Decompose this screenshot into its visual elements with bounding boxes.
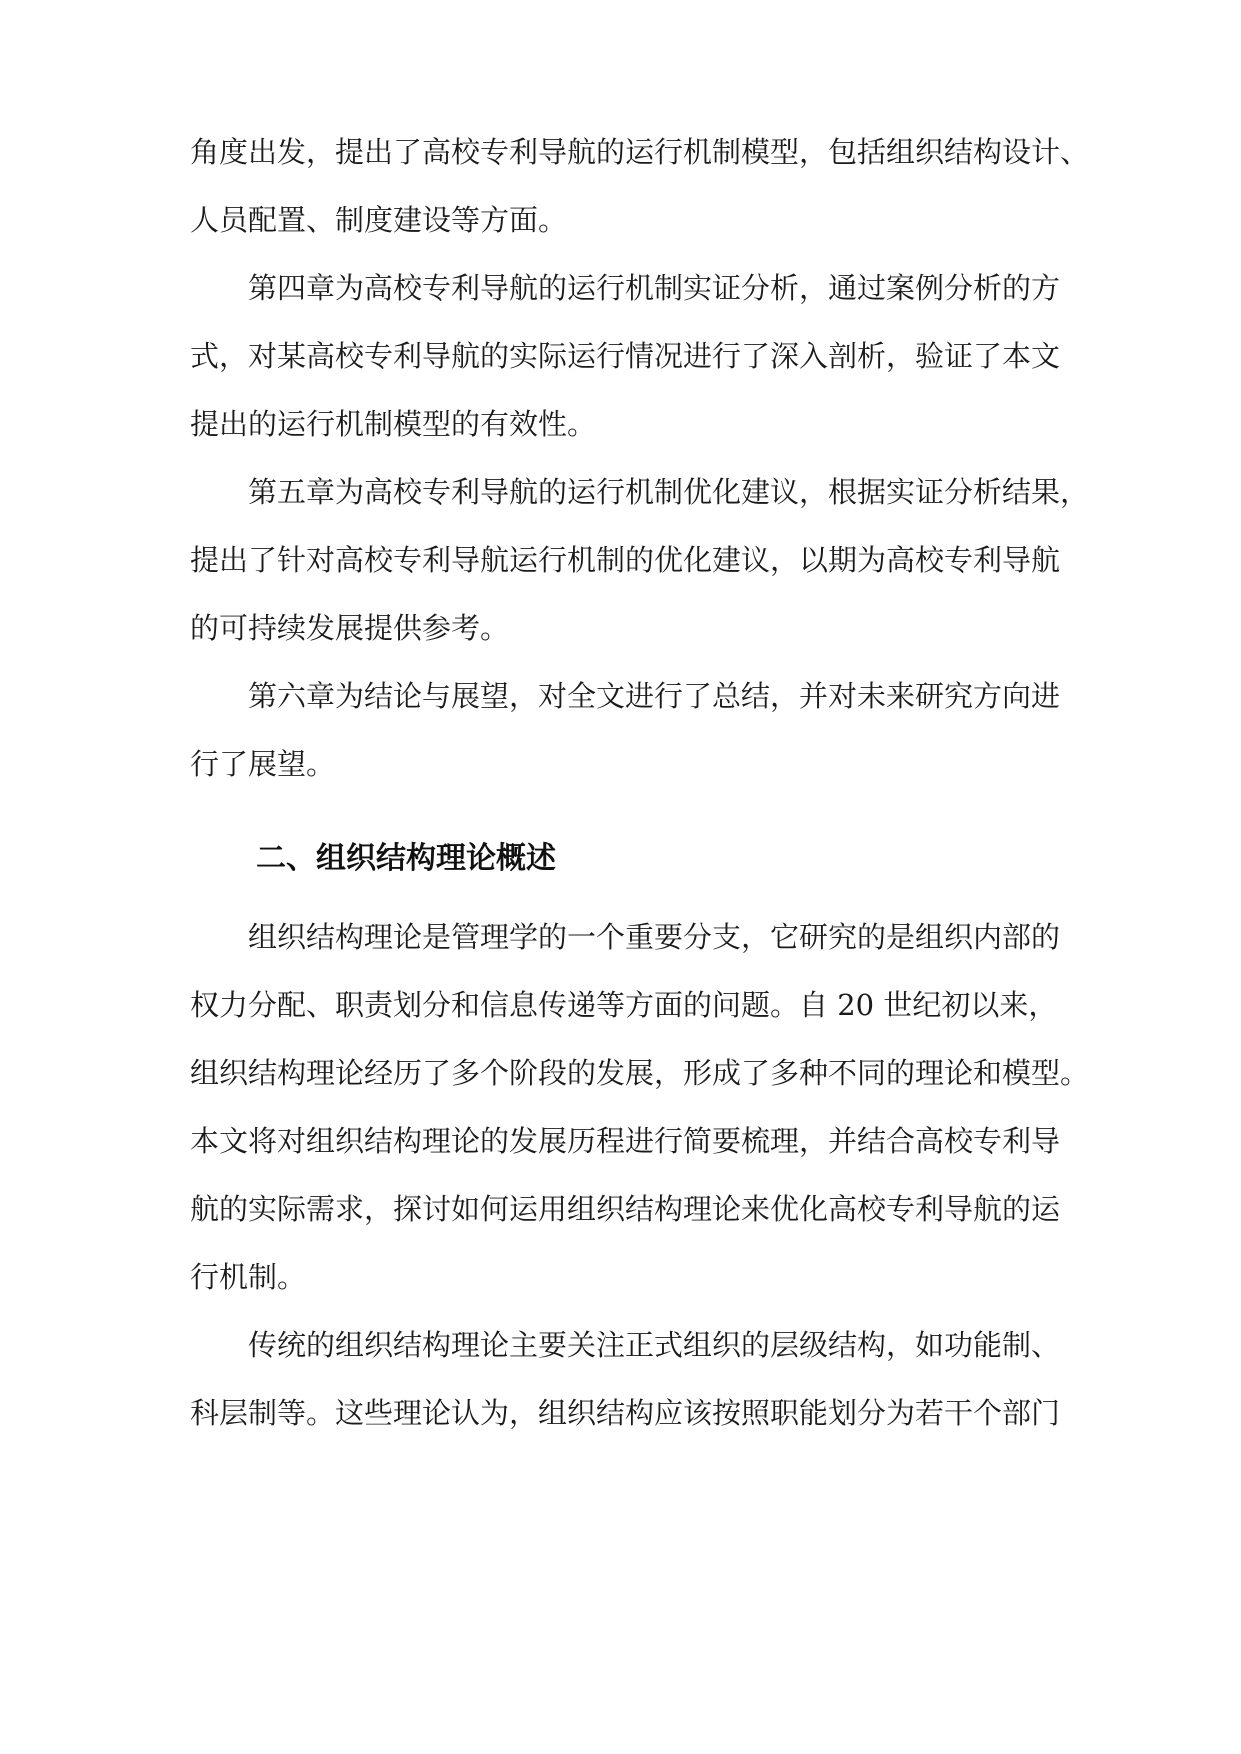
- paragraph-4-line-1: 第六章为结论与展望，对全文进行了总结，并对未来研究方向进: [248, 679, 1061, 713]
- paragraph-2-line-3: 提出的运行机制模型的有效性。: [190, 407, 597, 441]
- paragraph-1-line-2: 人员配置、制度建设等方面。: [190, 203, 568, 237]
- paragraph-1-line-1: 角度出发，提出了高校专利导航的运行机制模型，包括组织结构设计、: [190, 135, 1090, 169]
- paragraph-3-line-3: 的可持续发展提供参考。: [190, 611, 510, 645]
- section-paragraph-1-line-5: 航的实际需求，探讨如何运用组织结构理论来优化高校专利导航的运: [190, 1192, 1061, 1226]
- paragraph-4-line-2: 行了展望。: [190, 747, 336, 781]
- section-paragraph-1-line-3: 组织结构理论经历了多个阶段的发展，形成了多种不同的理论和模型。: [190, 1056, 1090, 1090]
- section-paragraph-1-line-4: 本文将对组织结构理论的发展历程进行简要梳理，并结合高校专利导: [190, 1124, 1061, 1158]
- section-paragraph-1-line-1: 组织结构理论是管理学的一个重要分支，它研究的是组织内部的: [248, 920, 1061, 954]
- section-heading: 二、组织结构理论概述: [256, 841, 556, 876]
- paragraph-3-line-2: 提出了针对高校专利导航运行机制的优化建议，以期为高校专利导航: [190, 543, 1061, 577]
- paragraph-3-line-1: 第五章为高校专利导航的运行机制优化建议，根据实证分析结果，: [248, 475, 1090, 509]
- section-paragraph-2-line-1: 传统的组织结构理论主要关注正式组织的层级结构，如功能制、: [248, 1328, 1061, 1362]
- section-paragraph-1-line-6: 行机制。: [190, 1260, 307, 1294]
- section-paragraph-1-line-2: 权力分配、职责划分和信息传递等方面的问题。自 20 世纪初以来，: [190, 988, 1058, 1022]
- section-paragraph-2-line-2: 科层制等。这些理论认为，组织结构应该按照职能划分为若干个部门: [190, 1396, 1061, 1430]
- paragraph-2-line-1: 第四章为高校专利导航的运行机制实证分析，通过案例分析的方: [248, 271, 1061, 305]
- paragraph-2-line-2: 式，对某高校专利导航的实际运行情况进行了深入剖析，验证了本文: [190, 339, 1061, 373]
